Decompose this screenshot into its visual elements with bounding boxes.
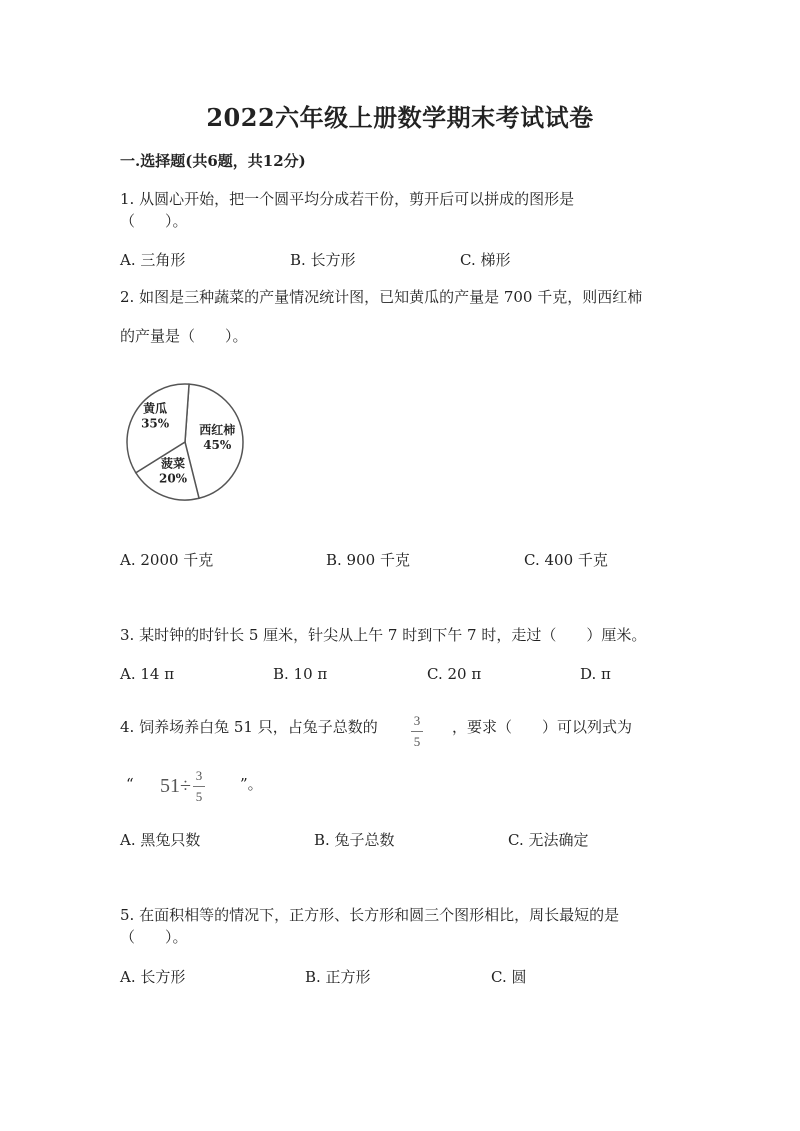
pie-slice-label-3: 黄瓜	[143, 401, 168, 416]
q1-option-a: A. 三角形	[120, 251, 186, 269]
q1-text-line2: （ ）。	[120, 212, 188, 230]
fraction-bar	[411, 731, 423, 732]
formula-numerator: 3	[195, 768, 203, 783]
fraction-denominator: 5	[413, 734, 421, 749]
q4-fraction	[411, 713, 423, 750]
q1-option-c: C. 梯形	[460, 251, 511, 269]
pie-slice-value-3: 35%	[141, 416, 170, 431]
q4-text-part1: 4. 饲养场养白兔 51 只，占兔子总数的	[120, 718, 378, 736]
q4-text-part2: ，要求（ ）可以列式为	[452, 718, 633, 736]
q1-text-line1: 1. 从圆心开始，把一个圆平均分成若干份，剪开后可以拼成的图形是	[120, 190, 575, 208]
q2-text-line1: 2. 如图是三种蔬菜的产量情况统计图，已知黄瓜的产量是 700 千克，则西红柿	[120, 288, 643, 306]
formula-fraction	[193, 768, 205, 805]
q5-text-line2: （ ）。	[120, 928, 188, 946]
pie-slice-value-1: 45%	[203, 437, 232, 452]
q4-option-c: C. 无法确定	[508, 831, 589, 849]
q5-option-a: A. 长方形	[120, 968, 186, 986]
q4-quote-close: ”。	[240, 775, 263, 793]
q5-option-c: C. 圆	[491, 968, 527, 986]
q4-option-a: A. 黑兔只数	[120, 831, 201, 849]
vegetable-pie-chart	[122, 382, 248, 502]
section-heading: 一.选择题(共6题，共12分)	[120, 152, 306, 170]
q3-option-a: A. 14 π	[120, 665, 175, 683]
q4-option-b: B. 兔子总数	[314, 831, 395, 849]
q3-option-b: B. 10 π	[273, 665, 328, 683]
pie-slice-label-2: 菠菜	[161, 456, 186, 471]
q3-option-c: C. 20 π	[427, 665, 482, 683]
q2-option-b: B. 900 千克	[326, 551, 410, 569]
q3-text: 3. 某时钟的时针长 5 厘米，针尖从上午 7 时到下午 7 时，走过（ ）厘米。	[120, 626, 647, 644]
fraction-numerator: 3	[413, 713, 421, 728]
pie-slice-value-2: 20%	[158, 471, 188, 486]
formula-dividend: 51÷	[160, 775, 191, 797]
page-title: 2022六年级上册数学期末考试试卷	[206, 103, 594, 132]
q5-text-line1: 5. 在面积相等的情况下，正方形、长方形和圆三个图形相比，周长最短的是	[120, 906, 620, 924]
formula-denominator: 5	[195, 789, 203, 804]
q2-option-a: A. 2000 千克	[120, 551, 214, 569]
q4-formula	[160, 768, 205, 805]
q5-option-b: B. 正方形	[305, 968, 371, 986]
q2-option-c: C. 400 千克	[524, 551, 608, 569]
q1-option-b: B. 长方形	[290, 251, 356, 269]
q2-text-line2: 的产量是（ ）。	[120, 327, 248, 345]
formula-fraction-bar	[193, 786, 205, 787]
q3-option-d: D. π	[580, 665, 611, 683]
q4-quote-open: “	[126, 775, 134, 793]
pie-slice-label-1: 西红柿	[199, 422, 236, 437]
